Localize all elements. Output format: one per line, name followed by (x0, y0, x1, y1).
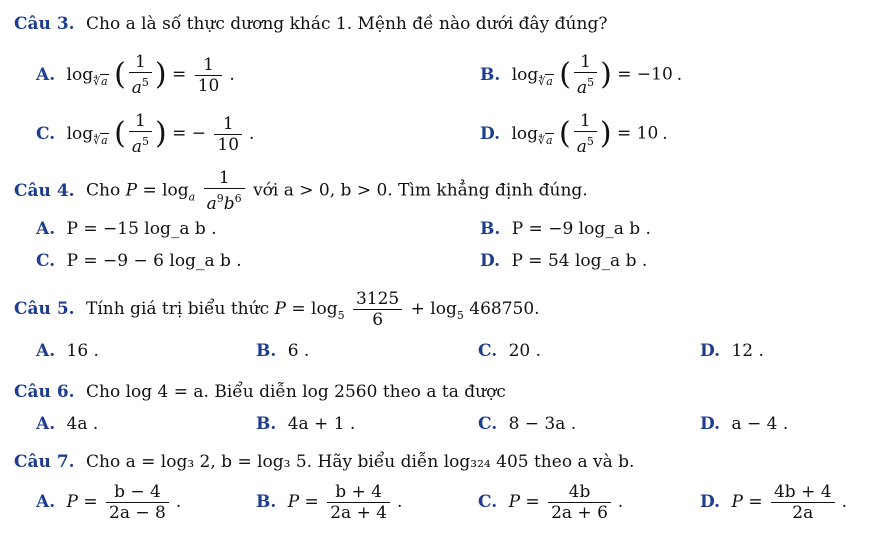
option-label: C. (36, 251, 56, 271)
fraction-denominator: 2a − 8 (106, 502, 169, 523)
question-3 (14, 14, 607, 34)
option-label: D. (700, 414, 721, 434)
option-value: 20 . (508, 341, 542, 361)
option-value: 6 . (287, 341, 310, 361)
question-4-text-post: với a > 0, b > 0. Tìm khẳng định đúng. (253, 180, 588, 201)
option-label: B. (480, 64, 501, 85)
question-7-option-a[interactable]: A. P = $\frac{b - 4}{2a - 8}$ . (36, 482, 182, 523)
option-value: 12 . (731, 341, 764, 361)
question-6-option-c[interactable] (478, 414, 576, 434)
fraction-denominator: 2a (771, 502, 835, 523)
question-7-option-b[interactable]: B. P = $\frac{b + 4}{2a + 4}$ . (256, 482, 403, 523)
question-7 (14, 452, 634, 472)
fraction-numerator: b + 4 (335, 482, 382, 502)
question-3-option-d[interactable]: D. log∜a ( $\frac{1}{a^5}$ ) = 10 . (480, 111, 668, 157)
question-3-option-a[interactable]: A. log∜a ( $\frac{1}{a^5}$ ) = $\frac{1}{10}$ . (36, 52, 235, 98)
question-5-option-b[interactable] (256, 341, 309, 361)
question-3-text: Cho a là số thực dương khác 1. Mệnh đề nào dưới đây đúng? (85, 14, 608, 34)
question-4-number: Câu 4. (14, 180, 75, 201)
question-7-option-c[interactable]: C. P = $\frac{4b}{2a + 6}$ . (478, 482, 624, 523)
option-d-rhs: 10 (636, 123, 659, 144)
question-7-text: Cho a = log₃ 2, b = log₃ 5. Hãy biểu diễn log₃₂₄ 405 theo a và b. (85, 452, 635, 472)
option-value: 16 . (66, 341, 99, 361)
option-label: A. (36, 492, 56, 512)
option-label: A. (36, 414, 56, 434)
option-label: B. (256, 492, 277, 512)
question-6 (14, 382, 506, 402)
question-5-number: Câu 5. (14, 299, 75, 319)
fraction-numerator: b − 4 (114, 482, 161, 502)
option-label: D. (700, 492, 721, 512)
option-label: D. (480, 123, 501, 144)
question-4-option-c[interactable] (36, 251, 242, 271)
option-label: C. (478, 414, 498, 434)
question-5: Câu 5. Tính giá trị biểu thức $P = \log_5$ $\frac{3125}{6}$ + $\log_5 468750$. (14, 289, 540, 330)
option-label: C. (478, 341, 498, 361)
option-label: B. (480, 219, 501, 239)
question-5-option-a[interactable] (36, 341, 99, 361)
question-4-text-pre: Cho (85, 180, 121, 201)
question-3-option-c[interactable]: C. log∜a ( $\frac{1}{a^5}$ ) = − $\frac{1}{10}$ . (36, 111, 255, 157)
option-expression: P = −9 − 6 log_a b . (66, 251, 242, 271)
option-label: D. (480, 251, 501, 271)
option-label: A. (36, 64, 56, 85)
option-label: A. (36, 341, 56, 361)
question-4-option-b[interactable] (480, 219, 651, 239)
question-7-option-d[interactable]: D. P = $\frac{4b + 4}{2a}$ . (700, 482, 847, 523)
option-expression: P = −15 log_a b . (66, 219, 217, 239)
question-6-number: Câu 6. (14, 382, 75, 402)
option-expression: P = −9 log_a b . (511, 219, 651, 239)
option-label: A. (36, 219, 56, 239)
fraction-denominator: 2a + 6 (548, 502, 611, 523)
option-label: C. (36, 123, 56, 144)
option-label: B. (256, 414, 277, 434)
question-3-number: Câu 3. (14, 14, 75, 34)
option-value: 4a . (66, 414, 99, 434)
option-label: B. (256, 341, 277, 361)
question-6-option-d[interactable] (700, 414, 788, 434)
option-value: 8 − 3a . (508, 414, 577, 434)
question-4-option-a[interactable] (36, 219, 217, 239)
option-b-rhs: −10 (636, 64, 673, 85)
question-5-option-c[interactable] (478, 341, 541, 361)
fraction-numerator: 4b + 4 (773, 482, 832, 502)
question-4-option-d[interactable] (480, 251, 647, 271)
question-7-number: Câu 7. (14, 452, 75, 472)
question-6-text: Cho log 4 = a. Biểu diễn log 2560 theo a ta được (85, 382, 506, 402)
question-5-option-d[interactable] (700, 341, 764, 361)
option-label: C. (478, 492, 498, 512)
question-3-option-b[interactable]: B. log∜a ( $\frac{1}{a^5}$ ) = −10 . (480, 52, 683, 98)
question-4: Câu 4. Cho $P = \log_a$ $\frac{1}{a^9b^6}$ với a > 0, b > 0. Tìm khẳng định đúng. (14, 168, 588, 214)
option-expression: P = 54 log_a b . (511, 251, 648, 271)
fraction-numerator: 4b (568, 482, 591, 502)
option-label: D. (700, 341, 721, 361)
question-6-option-a[interactable] (36, 414, 98, 434)
fraction-denominator: 2a + 4 (327, 502, 390, 523)
question-5-text: Tính giá trị biểu thức (85, 299, 270, 319)
option-value: 4a + 1 . (287, 414, 356, 434)
option-value: a − 4 . (731, 414, 789, 434)
question-6-option-b[interactable] (256, 414, 355, 434)
